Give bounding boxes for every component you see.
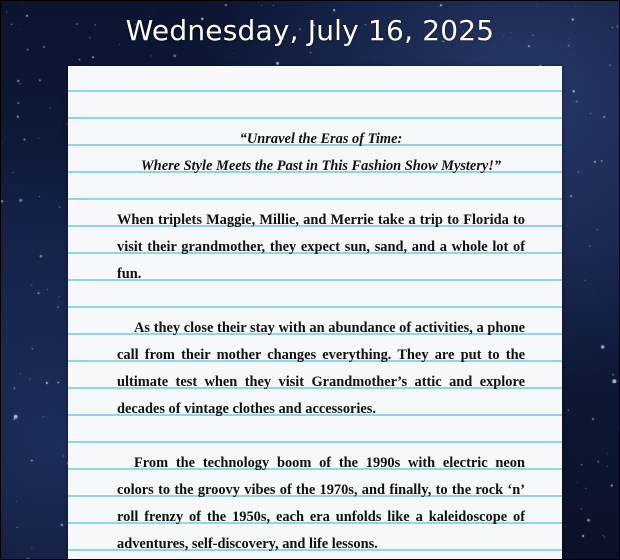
date-header: Wednesday, July 16, 2025 [125,14,495,47]
spacer [117,180,525,207]
document-text [117,126,525,558]
subtitle-line-1: “Unravel the Eras of Time: [239,131,403,147]
spacer [117,423,525,450]
spacer [117,288,525,315]
paragraph-2: As they close their stay with an abundance of activities, a phone call from their mother changes everything. They are put to the ultimate test when they visit Grandmother’s attic and explore decades of vintage clothes and accessories. [117,320,525,417]
subtitle-line-2: Where Style Meets the Past in This Fashion Show Mystery!” [140,158,502,174]
paragraph-3: From the technology boom of the 1990s with electric neon colors to the groovy vibes of the 1970s, and finally, to the rock ‘n’ roll frenzy of the 1950s, each era unfolds like a kaleidoscope of adventures, self-discovery, and life lessons. [117,455,525,552]
paragraph-1: When triplets Maggie, Millie, and Merrie take a trip to Florida to visit their grandmother, they expect sun, sand, and a whole lot of fun. [117,212,525,282]
